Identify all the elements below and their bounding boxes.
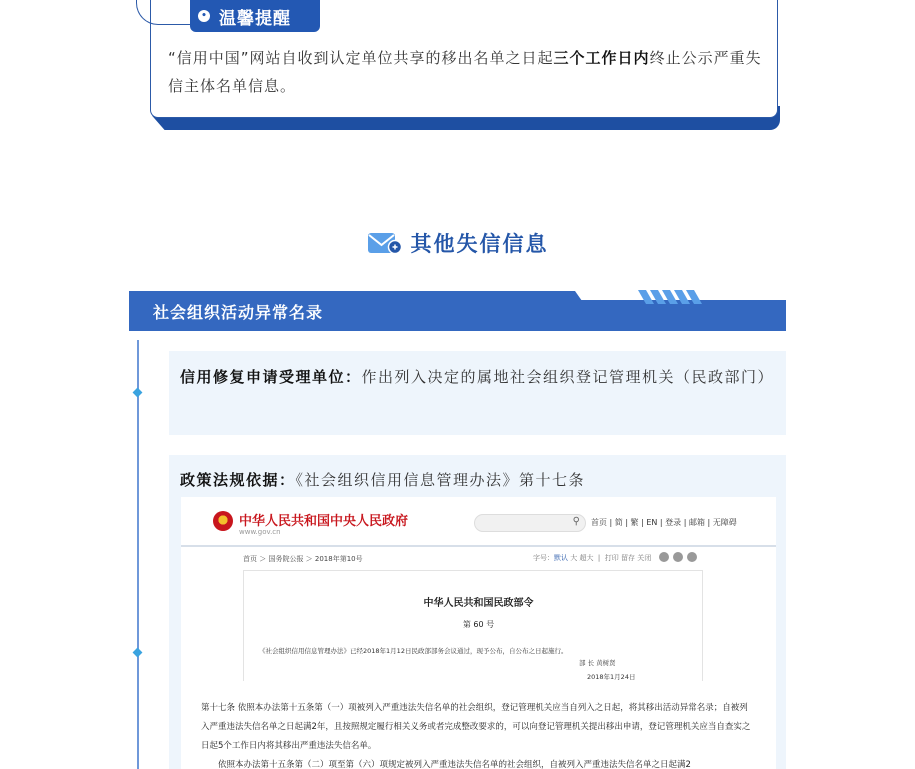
tip-text-highlight: 三个工作日内 <box>553 49 650 67</box>
document-title: 中华人民共和国民政部令 <box>423 598 534 609</box>
repair-unit-value: 作出列入决定的属地社会组织登记管理机关（民政部门） <box>361 368 775 386</box>
font-size-default: 默认 <box>554 554 568 562</box>
print-link: 打印 <box>604 554 619 562</box>
tip-text-after: 终止公示严重失信主体名单信息。 <box>168 49 762 95</box>
repair-unit-key: 信用修复申请受理单位： <box>180 368 362 386</box>
gov-site-name: 中华人民共和国中央人民政府 <box>239 514 409 529</box>
weibo-share-icon <box>673 552 683 562</box>
gov-site-header <box>181 497 776 547</box>
gov-search-box <box>474 514 586 532</box>
section-title <box>0 228 915 258</box>
wechat-share-icon <box>659 552 669 562</box>
policy-value: 《社会组织信用信息管理办法》第十七条 <box>295 471 586 489</box>
category-banner-label: 社会组织活动异常名录 <box>153 303 324 322</box>
gov-document-screenshot <box>181 497 776 769</box>
section-title-text: 其他失信信息 <box>410 232 549 256</box>
national-emblem-icon <box>213 511 233 531</box>
favorite-share-icon <box>687 552 697 562</box>
article-paragraph: 第十七条 依照本办法第十五条第（一）项被列入严重违法失信名单的社会组织，登记管理机关应当自列入之日起，将其移出活动异常名录；自被列入严重违法失信名单之日起满2年，且按照规定履行相关义务或者完成整改要求的，可以向登记管理机关提出移出申请，登记管理机关应当自查实之日起5个工作日内将其移出严重违法失信名单。 <box>201 703 751 751</box>
policy-key: 政策法规依据： <box>180 471 296 489</box>
timeline-node <box>133 388 143 398</box>
banner-stripes-decoration <box>634 288 706 306</box>
gov-top-nav: 首页 | 简 | 繁 | EN | 登录 | 邮箱 | 无障碍 <box>591 518 737 527</box>
tip-badge-label: 温馨提醒 <box>219 8 291 29</box>
info-dot-icon: • <box>198 10 210 22</box>
save-link: 留存 <box>620 554 635 562</box>
font-size-larger: 超大 <box>579 554 594 562</box>
page-tools: 字号：默认 大 超大 | 打印 留存 关闭 <box>533 554 652 562</box>
tip-text-before: “信用中国”网站自收到认定单位共享的移出名单之日起 <box>168 49 554 67</box>
tip-card-decoration <box>136 0 197 25</box>
tip-text <box>168 44 764 100</box>
article-paragraph: 依照本办法第十五条第（二）项至第（六）项规定被列入严重违法失信名单的社会组织，自被列入严重违法失信名单之日起满2 <box>218 760 691 769</box>
article-text <box>201 699 753 769</box>
font-size-large: 大 <box>570 554 578 562</box>
mail-icon <box>367 230 403 256</box>
repair-unit-box <box>169 351 786 435</box>
share-icons <box>659 552 697 562</box>
close-link: 关闭 <box>637 554 652 562</box>
search-icon: ⚲ <box>572 516 580 527</box>
tip-badge <box>190 0 320 32</box>
timeline-line <box>137 340 139 769</box>
breadcrumb: 首页 ＞ 国务院公报 ＞ 2018年第10号 <box>243 555 363 563</box>
policy-heading <box>180 469 585 490</box>
document-date: 2018年1月24日 <box>587 673 636 681</box>
timeline-node <box>133 648 143 658</box>
document-intro: 《社会组织信用信息管理办法》已经2018年1月12日民政部部务会议通过，现予公布，自公布之日起施行。 <box>259 647 568 655</box>
font-size-label: 字号： <box>533 554 554 562</box>
document-signer: 部 长 黄树贤 <box>579 659 616 667</box>
gov-site-url: www.gov.cn <box>239 528 281 536</box>
document-number: 第 60 号 <box>462 620 495 629</box>
